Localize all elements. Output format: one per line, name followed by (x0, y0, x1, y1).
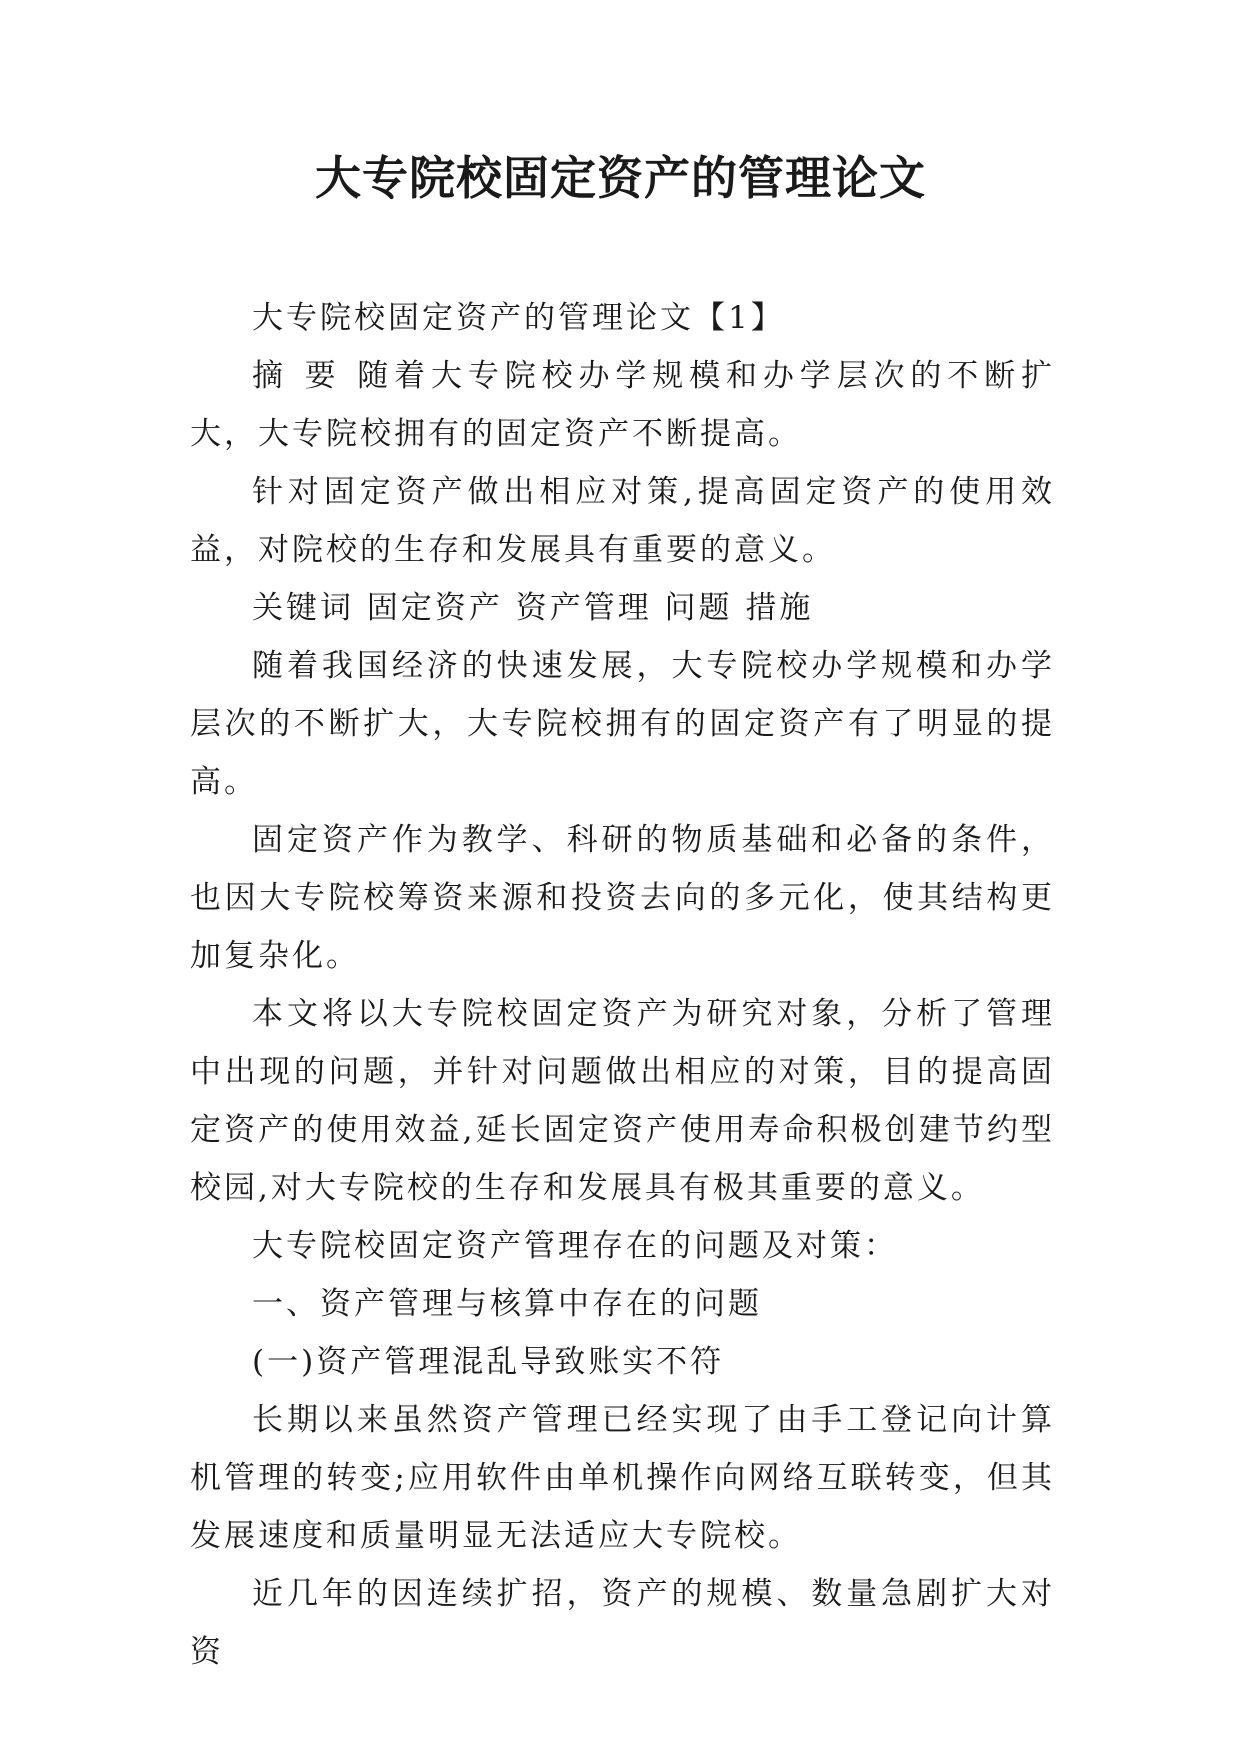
paragraph: 近几年的因连续扩招，资产的规模、数量急剧扩大对资 (190, 1576, 1055, 1670)
document-title: 大专院校固定资产的管理论文 (315, 151, 926, 205)
paragraph-keywords: 关键词 固定资产 资产管理 问题 措施 (252, 590, 814, 626)
paragraph: 本文将以大专院校固定资产为研究对象，分析了管理中出现的问题，并针对问题做出相应的对策，目的提高固定资产的使用效益,延长固定资产使用寿命积极创建节约型校园,对大专院校的生存和发展具有极其重要的意义。 (190, 996, 1055, 1206)
paragraph: 长期以来虽然资产管理已经实现了由手工登记向计算机管理的转变;应用软件由单机操作向网络互联转变，但其发展速度和质量明显无法适应大专院校。 (190, 1402, 1055, 1554)
paragraph: 大专院校固定资产管理存在的问题及对策： (252, 1228, 898, 1264)
paragraph: 随着我国经济的快速发展，大专院校办学规模和办学层次的不断扩大，大专院校拥有的固定资产有了明显的提高。 (190, 648, 1055, 800)
paragraph: 固定资产作为教学、科研的物质基础和必备的条件，也因大专院校筹资来源和投资去向的多元化，使其结构更加复杂化。 (190, 822, 1055, 974)
document-body (190, 289, 1055, 1681)
subsection-heading: (一)资产管理混乱导致账实不符 (252, 1344, 725, 1380)
section-heading: 一、资产管理与核算中存在的问题 (252, 1286, 762, 1322)
paragraph-abstract: 摘 要 随着大专院校办学规模和办学层次的不断扩大，大专院校拥有的固定资产不断提高。 (190, 358, 1055, 452)
paragraph: 针对固定资产做出相应对策,提高固定资产的使用效益，对院校的生存和发展具有重要的意义。 (190, 474, 1055, 568)
paragraph-heading-1: 大专院校固定资产的管理论文【1】 (252, 300, 785, 336)
